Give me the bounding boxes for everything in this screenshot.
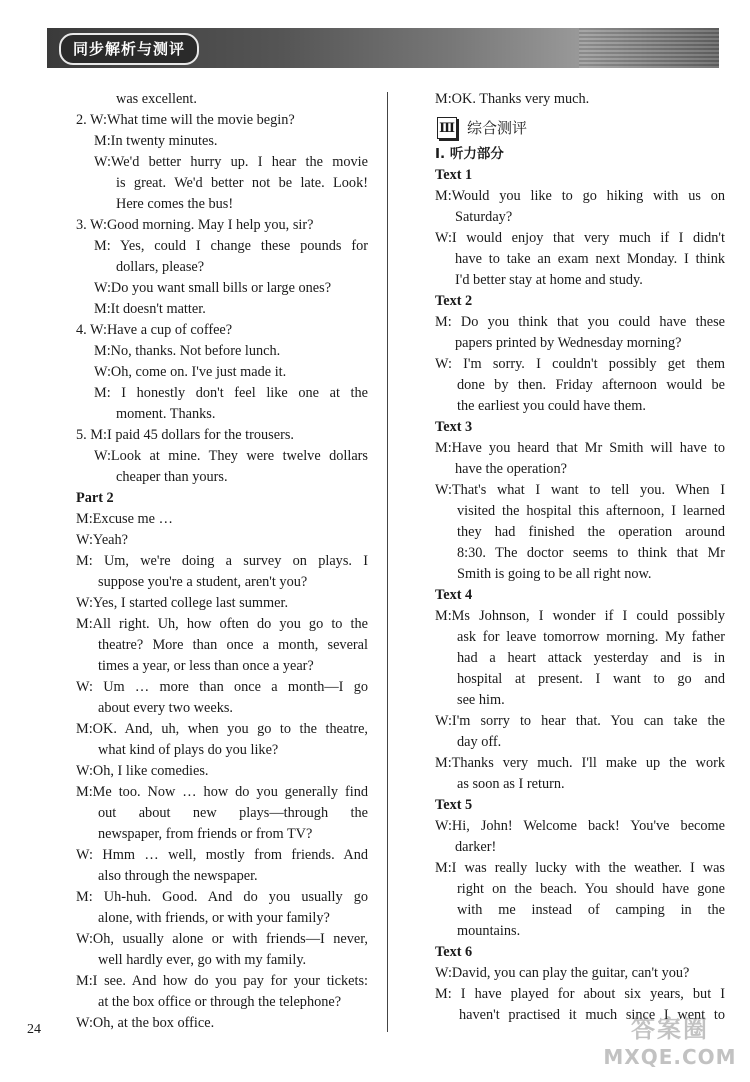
text-line: had a heart attack yesterday and is in [457, 650, 725, 666]
text-line: have the operation? [455, 461, 567, 477]
text-line: right on the beach. You should have gone [457, 881, 725, 897]
text-line: W:That's what I want to tell you. When I [435, 482, 725, 498]
text-line: W:Look at mine. They were twelve dollars [94, 448, 368, 464]
text-line: W: Um … more than once a month—I go [76, 679, 368, 695]
text-line: 5. M:I paid 45 dollars for the trousers. [76, 427, 294, 443]
right-column [435, 89, 725, 1026]
text-line: W: Hmm … well, mostly from friends. And [76, 847, 368, 863]
text-line: M:Have you heard that Mr Smith will have to [435, 440, 725, 456]
text-line: visited the hospital this afternoon, I learned [457, 503, 725, 519]
text-line: M: I honestly don't feel like one at the [94, 385, 368, 401]
text-line: Saturday? [455, 209, 513, 225]
text-line: the earliest you could have them. [457, 398, 646, 414]
text-line: W:Yes, I started college last summer. [76, 595, 289, 611]
text-line: M:In twenty minutes. [94, 133, 218, 149]
text-line: M: Yes, could I change these pounds for [94, 238, 368, 254]
text-line: is great. We'd better not be late. Look! [116, 175, 368, 191]
text-line: W:I would enjoy that very much if I didn't [435, 230, 725, 246]
text-line: M: I have played for about six years, but I [435, 986, 725, 1002]
text-line: M: Um, we're doing a survey on plays. I [76, 553, 368, 569]
watermark-url: MXQE.COM [603, 1045, 737, 1069]
section-title: 综合测评 [467, 118, 528, 137]
text-line: also through the newspaper. [98, 868, 258, 884]
text-line: they had finished the operation around [457, 524, 725, 540]
text-line: newspaper, from friends or from TV? [98, 826, 313, 842]
text-line: M:It doesn't matter. [94, 301, 206, 317]
text-line: W:Yeah? [76, 532, 129, 548]
section-label: Text 6 [435, 944, 473, 960]
text-line: with me instead of camping in the [457, 902, 725, 918]
text-line: dollars, please? [116, 259, 205, 275]
text-line: M:OK. And, uh, when you go to the theatre, [76, 721, 368, 737]
text-line: times a year, or less than once a year? [98, 658, 314, 674]
section-label: Text 5 [435, 797, 473, 813]
text-line: W:Oh, I like comedies. [76, 763, 209, 779]
text-line: as soon as I return. [457, 776, 565, 792]
text-line: darker! [455, 839, 497, 855]
text-line: at the box office or through the telephone? [98, 994, 342, 1010]
text-line: suppose you're a student, aren't you? [98, 574, 308, 590]
text-line: moment. Thanks. [116, 406, 216, 422]
section-label: Text 4 [435, 587, 473, 603]
section-label: Part 2 [76, 490, 114, 506]
text-line: W:Oh, come on. I've just made it. [94, 364, 287, 380]
section-label: Ⅰ. 听力部分 [435, 146, 504, 162]
watermark-line: 答案圈 [631, 1015, 709, 1043]
text-line: ask for leave tomorrow morning. My father [457, 629, 725, 645]
text-line: about every two weeks. [98, 700, 233, 716]
text-line: M:All right. Uh, how often do you go to the [76, 616, 368, 632]
right-text-block [435, 144, 725, 1026]
text-line: W:We'd better hurry up. I hear the movie [94, 154, 368, 170]
text-line: was excellent. [116, 91, 197, 107]
section-heading [435, 110, 725, 144]
text-line: Smith is going to be all right now. [457, 566, 652, 582]
text-line: W:Oh, at the box office. [76, 1015, 215, 1031]
left-column [76, 89, 368, 1034]
text-line: M:Me too. Now … how do you generally find [76, 784, 368, 800]
right-top-line: M:OK. Thanks very much. [435, 91, 590, 107]
text-line: W:I'm sorry to hear that. You can take the [435, 713, 725, 729]
text-line: Here comes the bus! [116, 196, 234, 212]
text-line: papers printed by Wednesday morning? [455, 335, 682, 351]
section-label: Text 1 [435, 167, 473, 183]
watermark-logo [596, 1014, 744, 1076]
text-line: W:David, you can play the guitar, can't you? [435, 965, 690, 981]
section-number: Ⅲ [437, 117, 457, 139]
text-line: M:I was really lucky with the weather. I was [435, 860, 725, 876]
text-line: W:Do you want small bills or large ones? [94, 280, 332, 296]
text-line: what kind of plays do you like? [98, 742, 279, 758]
column-divider [387, 92, 388, 1032]
text-line: 4. W:Have a cup of coffee? [76, 322, 233, 338]
text-line: M: Uh-huh. Good. And do you usually go [76, 889, 368, 905]
header-banner [47, 28, 719, 68]
text-line: hospital at present. I want to go and [457, 671, 725, 687]
text-line: day off. [457, 734, 502, 750]
text-line: cheaper than yours. [116, 469, 228, 485]
text-line: W:Oh, usually alone or with friends—I never, [76, 931, 368, 947]
text-line: out about new plays—through the [98, 805, 368, 821]
text-line: M:Thanks very much. I'll make up the work [435, 755, 725, 771]
text-line: 2. W:What time will the movie begin? [76, 112, 295, 128]
page-number: 24 [27, 1022, 41, 1037]
text-line: W: I'm sorry. I couldn't possibly get them [435, 356, 725, 372]
banner-title: 同步解析与测评 [59, 33, 199, 65]
text-line: see him. [457, 692, 505, 708]
text-line: done by then. Friday afternoon would be [457, 377, 725, 393]
text-line: M:Would you like to go hiking with us on [435, 188, 725, 204]
text-line: M:Ms Johnson, I wonder if I could possibly [435, 608, 725, 624]
section-label: Text 3 [435, 419, 473, 435]
text-line: I'd better stay at home and study. [455, 272, 643, 288]
text-line: haven't practised it much since I went to [459, 1007, 725, 1023]
text-line: mountains. [457, 923, 521, 939]
text-line: 3. W:Good morning. May I help you, sir? [76, 217, 314, 233]
section-label: Text 2 [435, 293, 473, 309]
text-line: M: Do you think that you could have these [435, 314, 725, 330]
text-line: W:Hi, John! Welcome back! You've become [435, 818, 725, 834]
text-line: 8:30. The doctor seems to think that Mr [457, 545, 725, 561]
text-line: theatre? More than once a month, several [98, 637, 368, 653]
text-line: have to take an exam next Monday. I think [455, 251, 725, 267]
text-line: M:I see. And how do you pay for your tickets: [76, 973, 368, 989]
text-line: M:Excuse me … [76, 511, 173, 527]
text-line: alone, with friends, or with your family? [98, 910, 330, 926]
text-line: M:No, thanks. Not before lunch. [94, 343, 281, 359]
text-line: well hardly ever, go with my family. [98, 952, 307, 968]
